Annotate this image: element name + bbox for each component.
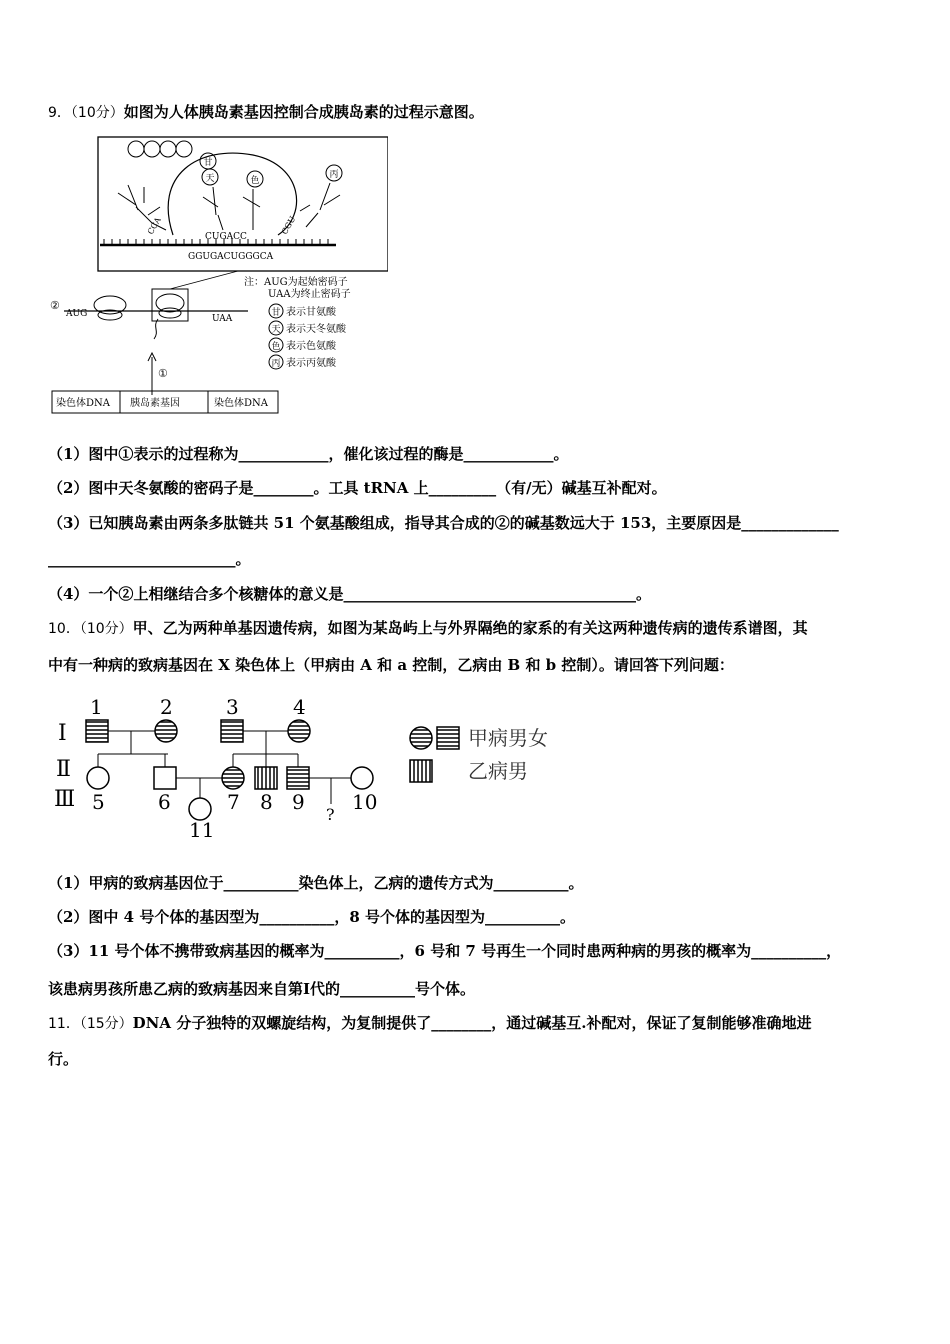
person-6-normal-male <box>154 767 176 789</box>
insulin-synthesis-figure <box>48 135 388 415</box>
person-9-jia-male <box>287 767 309 789</box>
id-10: 10 <box>352 790 378 814</box>
q9-sub3b: _________________________。 <box>48 550 251 568</box>
q10-number: 10． <box>48 621 80 637</box>
q9-sub1: （1）图中①表示的过程称为____________，催化该过程的酶是____________。 <box>48 445 569 463</box>
pedigree-figure <box>48 692 568 842</box>
stop-codon: UAA <box>212 314 233 324</box>
person-5-normal-female <box>87 767 109 789</box>
person-3-jia-male <box>221 720 243 742</box>
id-7: 7 <box>227 790 240 814</box>
legend-jia-male-symbol <box>437 727 459 749</box>
q10-sub1: （1）甲病的致病基因位于__________染色体上，乙病的遗传方式为__________。 <box>48 874 584 892</box>
legend-symbol-tian-text: 天 <box>271 325 281 335</box>
gen-label-2: Ⅱ <box>56 757 71 782</box>
id-11: 11 <box>189 818 215 842</box>
q9-score: （10分） <box>70 105 124 121</box>
q9-stem <box>48 102 484 123</box>
legend-jia-female-symbol <box>410 727 432 749</box>
translation-detail-box <box>98 137 388 271</box>
zoom-line <box>170 271 238 289</box>
q11-stem-a-text: DNA 分子独特的双螺旋结构，为复制提供了________，通过碱基互.补配对，保证了复制能够准确地进 <box>132 1014 812 1032</box>
ribosome-2-small <box>159 308 181 318</box>
amino-label-se: 色 <box>250 176 260 186</box>
peptide-bead <box>144 141 160 157</box>
unknown-child: ? <box>326 805 335 824</box>
id-4: 4 <box>293 695 306 719</box>
person-4-jia-female <box>288 720 310 742</box>
anticodon-middle: CUGACC <box>205 232 247 242</box>
amino-label-bing: 丙 <box>329 170 339 180</box>
q9-sub2: （2）图中天冬氨酸的密码子是________。工具 tRNA 上_________（有/无）碱基互补配对。 <box>48 479 667 497</box>
legend-symbol-gan-text: 甘 <box>271 308 281 318</box>
peptide-bead <box>160 141 176 157</box>
legend-text-bing: 表示丙氨酸 <box>286 358 336 369</box>
id-8: 8 <box>260 790 273 814</box>
start-codon: AUG <box>66 309 88 319</box>
id-3: 3 <box>226 695 239 719</box>
q10-stem-a-text: 甲、乙为两种单基因遗传病，如图为某岛屿上与外界隔绝的家系的有关这两种遗传病的遗传系谱图，其 <box>132 619 808 637</box>
legend-text-se: 表示色氨酸 <box>286 341 336 352</box>
q10-stem-b: 中有一种病的致病基因在 X 染色体上（甲病由 A 和 a 控制，乙病由 B 和 b 控制）。请回答下列问题： <box>48 656 734 674</box>
q10-sub2: （2）图中 4 号个体的基因型为__________，8 号个体的基因型为__________。 <box>48 908 575 926</box>
anticodon-right: CGU <box>279 214 298 236</box>
marker-1: ① <box>158 367 168 380</box>
dna-segment-2: 胰岛素基因 <box>130 398 180 409</box>
person-8-yi-male <box>255 767 277 789</box>
peptide-tail <box>154 319 158 339</box>
id-2: 2 <box>160 695 173 719</box>
id-6: 6 <box>158 790 171 814</box>
id-1: 1 <box>90 695 103 719</box>
q10-score: （10分） <box>79 621 133 637</box>
legend-jia-text: 甲病男女 <box>468 726 548 750</box>
marker-2: ② <box>50 299 60 312</box>
q10-sub3b: 该患病男孩所患乙病的致病基因来自第Ⅰ代的__________号个体。 <box>48 980 476 998</box>
legend-text-gan: 表示甘氨酸 <box>286 307 336 318</box>
id-9: 9 <box>292 790 305 814</box>
q10-sub3a: （3）11 号个体不携带致病基因的概率为__________，6 号和 7 号再生一个同时患两种病的男孩的概率为__________， <box>48 942 842 960</box>
amino-label-gan: 甘 <box>203 158 213 168</box>
person-10-normal-female <box>351 767 373 789</box>
legend-text-tian: 表示天冬氨酸 <box>286 324 346 335</box>
ribosome-2 <box>156 294 184 312</box>
q9-number: 9． <box>48 105 71 121</box>
dna-segment-1: 染色体DNA <box>56 398 110 409</box>
q11-score: （15分） <box>79 1016 133 1032</box>
gen-label-1: Ⅰ <box>58 721 67 746</box>
q10-stem-a <box>48 618 808 639</box>
legend-symbol-bing-text: 丙 <box>271 359 281 369</box>
note-line-1: 注：AUG为起始密码子 <box>244 277 348 288</box>
note-line-2: UAA为终止密码子 <box>268 289 351 300</box>
dna-segment-3: 染色体DNA <box>214 398 268 409</box>
gen-label-3: Ⅲ <box>54 787 76 812</box>
id-5: 5 <box>92 790 105 814</box>
q9-sub3a: （3）已知胰岛素由两条多肽链共 51 个氨基酸组成，指导其合成的②的碱基数远大于 153，主要原因是_____________ <box>48 514 839 532</box>
amino-label-tian: 天 <box>205 174 215 184</box>
peptide-bead <box>128 141 144 157</box>
peptide-bead <box>176 141 192 157</box>
q11-number: 11． <box>48 1016 80 1032</box>
anticodon-left: CCA <box>145 215 163 236</box>
person-7-jia-female <box>222 767 244 789</box>
q9-stem-text: 如图为人体胰岛素基因控制合成胰岛素的过程示意图。 <box>123 103 484 121</box>
person-2-jia-female <box>155 720 177 742</box>
legend-yi-text: 乙病男 <box>468 759 528 783</box>
trna-middle-2 <box>243 189 260 230</box>
legend-symbol-se-text: 色 <box>271 342 281 352</box>
person-11-normal-female <box>189 798 211 820</box>
legend-yi-male-symbol <box>410 760 432 782</box>
person-1-jia-male <box>86 720 108 742</box>
q11-stem-a <box>48 1013 811 1034</box>
trna-right <box>300 183 340 227</box>
ribosome-outline <box>168 153 296 235</box>
trna-middle-1 <box>203 187 223 230</box>
q9-sub4: （4）一个②上相继结合多个核糖体的意义是_______________________________________。 <box>48 585 651 603</box>
q11-stem-b: 行。 <box>48 1050 79 1068</box>
mrna-sequence: GGUGACUGGGCA <box>188 252 274 262</box>
